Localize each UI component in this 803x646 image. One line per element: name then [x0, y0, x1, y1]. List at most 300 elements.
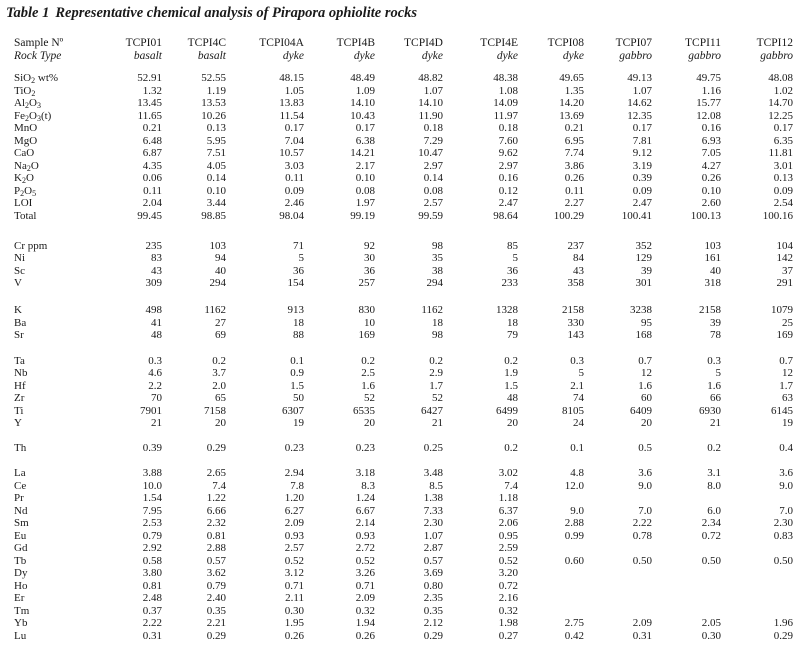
column-header — [337, 37, 375, 63]
column-header — [616, 37, 652, 63]
table-cell: 0.27 — [498, 630, 518, 642]
table-cell: 1079 — [771, 304, 793, 316]
table-cell: 94 — [215, 252, 226, 264]
row-label: Ce — [14, 480, 27, 492]
table-cell: 0.09 — [284, 185, 304, 197]
table-cell: 71 — [293, 240, 304, 252]
table-cell: 0.32 — [498, 605, 518, 617]
rock-type: dyke — [496, 50, 518, 62]
table-cell: 2.75 — [564, 617, 584, 629]
table-cell: 318 — [704, 277, 721, 289]
column-header — [404, 37, 443, 63]
table-cell: 99.45 — [137, 210, 162, 222]
table-cell: 39 — [641, 265, 652, 277]
table-number: Table 1 — [6, 5, 50, 21]
table-cell: 0.3 — [148, 355, 162, 367]
rocktype-label: Rock Type — [14, 50, 62, 62]
row-label: Tb — [14, 555, 27, 567]
table-cell: 129 — [635, 252, 652, 264]
table-cell: 63 — [782, 392, 793, 404]
table-cell: 2.11 — [285, 592, 304, 604]
table-cell: 2.57 — [423, 197, 443, 209]
table-cell: 36 — [364, 265, 375, 277]
table-cell: 0.13 — [206, 122, 226, 134]
row-label: Cr ppm — [14, 240, 48, 252]
table-cell: 3.48 — [423, 467, 443, 479]
table-cell: 6.0 — [707, 505, 721, 517]
table-cell: 4.6 — [148, 367, 162, 379]
table-cell: 9.0 — [570, 505, 584, 517]
column-header — [548, 37, 584, 63]
row-label: Ti — [14, 405, 24, 417]
table-cell: 98 — [432, 329, 443, 341]
table-cell: 1328 — [496, 304, 518, 316]
table-cell: 2.92 — [142, 542, 162, 554]
table-cell: 7.0 — [779, 505, 793, 517]
row-label: Yb — [14, 617, 28, 629]
table-cell: 154 — [287, 277, 304, 289]
table-cell: 0.50 — [701, 555, 721, 567]
table-cell: 9.0 — [638, 480, 652, 492]
table-cell: 13.83 — [279, 97, 304, 109]
table-cell: 3.03 — [284, 160, 304, 172]
table-cell: 0.7 — [779, 355, 793, 367]
table-cell: 14.70 — [768, 97, 793, 109]
table-cell: 103 — [704, 240, 721, 252]
table-cell: 7.29 — [423, 135, 443, 147]
table-cell: 2.48 — [142, 592, 162, 604]
table-cell: 3.69 — [423, 567, 443, 579]
row-label: TiO$_2$ — [14, 85, 36, 98]
table-cell: 1.19 — [206, 85, 226, 97]
table-cell: 0.93 — [355, 530, 375, 542]
table-cell: 2.54 — [773, 197, 793, 209]
row-label: Ba — [14, 317, 27, 329]
table-cell: 0.30 — [701, 630, 721, 642]
row-label: $Fe_2O_3(t)$ — [14, 110, 52, 123]
table-cell: 0.95 — [498, 530, 518, 542]
table-cell: 0.42 — [564, 630, 584, 642]
table-cell: 2.34 — [701, 517, 721, 529]
table-cell: 0.99 — [564, 530, 584, 542]
table-cell: 52 — [364, 392, 375, 404]
sample-id: TCPI01 — [125, 37, 162, 49]
table-cell: 4.27 — [701, 160, 721, 172]
table-cell: 6930 — [699, 405, 721, 417]
table-cell: 9.12 — [632, 147, 652, 159]
table-cell: 2.72 — [355, 542, 375, 554]
table-cell: 0.17 — [284, 122, 304, 134]
table-cell: 2.27 — [564, 197, 584, 209]
table-cell: 2.97 — [423, 160, 443, 172]
table-cell: 6307 — [282, 405, 304, 417]
table-cell: 1.54 — [142, 492, 162, 504]
table-cell: 4.35 — [142, 160, 162, 172]
table-cell: 2.05 — [701, 617, 721, 629]
table-cell: 70 — [151, 392, 162, 404]
table-cell: 0.29 — [206, 630, 226, 642]
table-cell: 2.59 — [498, 542, 518, 554]
table-cell: 100.13 — [690, 210, 721, 222]
table-cell: 0.93 — [284, 530, 304, 542]
table-cell: 6409 — [630, 405, 652, 417]
sample-id: TCPI4D — [404, 37, 443, 49]
table-cell: 294 — [426, 277, 443, 289]
table-cell: 7.0 — [638, 505, 652, 517]
table-cell: 14.09 — [493, 97, 518, 109]
row-label: $Na_2O$ — [14, 160, 39, 173]
table-cell: 1.07 — [423, 530, 443, 542]
table-cell: 0.4 — [779, 442, 793, 454]
rock-type: gabbro — [619, 50, 652, 62]
table-cell: 8105 — [562, 405, 584, 417]
table-cell: 3.6 — [779, 467, 793, 479]
table-cell: 0.17 — [632, 122, 652, 134]
table-cell: 0.26 — [284, 630, 304, 642]
table-cell: 1162 — [421, 304, 443, 316]
table-cell: 2.53 — [142, 517, 162, 529]
table-cell: 7.4 — [504, 480, 518, 492]
table-cell: 0.39 — [142, 442, 162, 454]
table-cell: 2.30 — [423, 517, 443, 529]
table-cell: 7.74 — [564, 147, 584, 159]
row-label: Ho — [14, 580, 28, 592]
table-cell: 66 — [710, 392, 721, 404]
table-cell: 142 — [776, 252, 793, 264]
row-label: SiO$_2$ wt% — [14, 72, 59, 85]
row-label: CaO — [14, 147, 35, 159]
table-cell: 98 — [432, 240, 443, 252]
table-cell: 6145 — [771, 405, 793, 417]
table-cell: 99.59 — [418, 210, 443, 222]
table-cell: 1.7 — [429, 380, 443, 392]
table-cell: 2.65 — [206, 467, 226, 479]
table-cell: 48.49 — [350, 72, 375, 84]
table-cell: 3.26 — [355, 567, 375, 579]
table-cell: 2.30 — [773, 517, 793, 529]
table-cell: 100.29 — [553, 210, 584, 222]
table-cell: 301 — [635, 277, 652, 289]
table-cell: 5 — [512, 252, 518, 264]
table-cell: 9.62 — [498, 147, 518, 159]
table-cell: 2.88 — [206, 542, 226, 554]
table-cell: 1.5 — [504, 380, 518, 392]
table-cell: 1.16 — [701, 85, 721, 97]
table-cell: 0.16 — [701, 122, 721, 134]
table-cell: 0.71 — [355, 580, 375, 592]
sample-id: TCPI04A — [259, 37, 304, 49]
table-cell: 0.79 — [142, 530, 162, 542]
table-cell: 52 — [432, 392, 443, 404]
row-label: K — [14, 304, 22, 316]
table-cell: 7.81 — [632, 135, 652, 147]
table-cell: 24 — [573, 417, 584, 429]
table-cell: 0.52 — [498, 555, 518, 567]
table-cell: 5.95 — [206, 135, 226, 147]
table-cell: 2.22 — [632, 517, 652, 529]
table-cell: 52.55 — [201, 72, 226, 84]
table-cell: 74 — [573, 392, 584, 404]
table-cell: 358 — [567, 277, 584, 289]
table-cell: 0.08 — [355, 185, 375, 197]
table-cell: 13.45 — [137, 97, 162, 109]
table-cell: 830 — [358, 304, 375, 316]
table-cell: 0.80 — [423, 580, 443, 592]
table-cell: 168 — [635, 329, 652, 341]
table-cell: 104 — [776, 240, 793, 252]
table-cell: 0.35 — [423, 605, 443, 617]
table-cell: 0.14 — [206, 172, 226, 184]
table-cell: 11.54 — [279, 110, 304, 122]
table-cell: 1.94 — [355, 617, 375, 629]
table-cell: 1.38 — [423, 492, 443, 504]
table-cell: 40 — [710, 265, 721, 277]
table-cell: 1.32 — [142, 85, 162, 97]
table-cell: 35 — [432, 252, 443, 264]
table-cell: 2.46 — [284, 197, 304, 209]
table-cell: 0.11 — [285, 172, 304, 184]
table-cell: 0.52 — [355, 555, 375, 567]
table-cell: 10.47 — [418, 147, 443, 159]
table-cell: 1162 — [204, 304, 226, 316]
table-cell: 0.10 — [355, 172, 375, 184]
table-cell: 2.09 — [284, 517, 304, 529]
table-cell: 7.60 — [498, 135, 518, 147]
sample-label: Sample Nº — [14, 37, 64, 49]
table-cell: 6.48 — [142, 135, 162, 147]
table-cell: 98.04 — [279, 210, 304, 222]
table-cell: 65 — [215, 392, 226, 404]
header-row-labels — [14, 37, 63, 63]
row-label: Lu — [14, 630, 27, 642]
table-cell: 3.86 — [564, 160, 584, 172]
table-cell: 11.97 — [493, 110, 518, 122]
table-cell: 14.10 — [350, 97, 375, 109]
row-label: Tm — [14, 605, 30, 617]
row-label: Ni — [14, 252, 25, 264]
table-cell: 0.71 — [284, 580, 304, 592]
row-label: Hf — [14, 380, 26, 392]
table-cell: 1.22 — [206, 492, 226, 504]
table-cell: 49.65 — [559, 72, 584, 84]
table-cell: 4.8 — [570, 467, 584, 479]
table-cell: 498 — [145, 304, 162, 316]
table-cell: 43 — [573, 265, 584, 277]
table-cell: 20 — [507, 417, 518, 429]
table-cell: 0.83 — [773, 530, 793, 542]
table-cell: 0.18 — [498, 122, 518, 134]
table-cell: 48 — [151, 329, 162, 341]
table-cell: 12 — [641, 367, 652, 379]
rock-type: dyke — [421, 50, 443, 62]
table-cell: 2.14 — [355, 517, 375, 529]
row-label: $K_2O$ — [14, 172, 34, 185]
row-label: MnO — [14, 122, 38, 134]
table-cell: 84 — [573, 252, 584, 264]
table-cell: 13.53 — [201, 97, 226, 109]
table-cell: 0.2 — [429, 355, 443, 367]
table-cell: 30 — [364, 252, 375, 264]
table-cell: 15.77 — [696, 97, 721, 109]
table-cell: 0.35 — [206, 605, 226, 617]
table-cell: 0.5 — [638, 442, 652, 454]
table-cell: 2.21 — [206, 617, 226, 629]
table-cell: 0.3 — [707, 355, 721, 367]
table-cell: 39 — [710, 317, 721, 329]
row-label: La — [14, 467, 26, 479]
table-cell: 1.09 — [355, 85, 375, 97]
table-cell: 7.04 — [284, 135, 304, 147]
row-label: Sm — [14, 517, 29, 529]
row-label: Total — [14, 210, 37, 222]
table-cell: 103 — [209, 240, 226, 252]
table-cell: 1.6 — [361, 380, 375, 392]
table-cell: 0.09 — [632, 185, 652, 197]
table-cell: 0.2 — [504, 442, 518, 454]
table-cell: 99.19 — [350, 210, 375, 222]
table-cell: 0.18 — [423, 122, 443, 134]
table-cell: 0.3 — [570, 355, 584, 367]
table-cell: 36 — [507, 265, 518, 277]
table-cell: 0.17 — [773, 122, 793, 134]
table-cell: 0.32 — [355, 605, 375, 617]
table-cell: 169 — [358, 329, 375, 341]
table-cell: 913 — [287, 304, 304, 316]
table-cell: 2.97 — [498, 160, 518, 172]
table-cell: 0.2 — [504, 355, 518, 367]
table-cell: 3.02 — [498, 467, 518, 479]
row-label: $Al_2O_3$ — [14, 97, 41, 110]
table-cell: 0.17 — [355, 122, 375, 134]
row-label: Pr — [14, 492, 24, 504]
table-cell: 8.3 — [361, 480, 375, 492]
table-cell: 2.35 — [423, 592, 443, 604]
table-cell: 13.69 — [559, 110, 584, 122]
table-cell: 27 — [215, 317, 226, 329]
sample-id: TCPI08 — [547, 37, 584, 49]
table-cell: 0.1 — [570, 442, 584, 454]
row-label: Y — [14, 417, 22, 429]
table-cell: 3.6 — [638, 467, 652, 479]
table-cell: 6.87 — [142, 147, 162, 159]
table-cell: 20 — [215, 417, 226, 429]
table-cell: 0.16 — [498, 172, 518, 184]
table-cell: 0.2 — [212, 355, 226, 367]
table-cell: 1.02 — [773, 85, 793, 97]
table-cell: 6.35 — [773, 135, 793, 147]
table-cell: 0.1 — [290, 355, 304, 367]
row-label: Th — [14, 442, 27, 454]
table-cell: 0.06 — [142, 172, 162, 184]
table-cell: 0.21 — [564, 122, 584, 134]
table-cell: 7901 — [140, 405, 162, 417]
table-cell: 10.0 — [142, 480, 162, 492]
table-cell: 12 — [782, 367, 793, 379]
table-cell: 5 — [298, 252, 304, 264]
table-cell: 2.09 — [355, 592, 375, 604]
column-header — [480, 37, 518, 63]
table-cell: 233 — [501, 277, 518, 289]
table-cell: 21 — [710, 417, 721, 429]
table-cell: 7.95 — [142, 505, 162, 517]
sample-id: TCPI07 — [615, 37, 652, 49]
table-cell: 0.9 — [290, 367, 304, 379]
table-cell: 20 — [364, 417, 375, 429]
table-cell: 50 — [293, 392, 304, 404]
table-cell: 0.10 — [701, 185, 721, 197]
table-cell: 0.23 — [355, 442, 375, 454]
table-cell: 0.11 — [143, 185, 162, 197]
table-cell: 12.0 — [564, 480, 584, 492]
table-cell: 0.2 — [707, 442, 721, 454]
table-cell: 7.05 — [701, 147, 721, 159]
table-cell: 49.75 — [696, 72, 721, 84]
table-cell: 0.10 — [206, 185, 226, 197]
table-cell: 0.29 — [773, 630, 793, 642]
table-cell: 3.12 — [284, 567, 304, 579]
table-cell: 2.04 — [142, 197, 162, 209]
row-label: Sr — [14, 329, 24, 341]
table-cell: 0.12 — [498, 185, 518, 197]
table-cell: 79 — [507, 329, 518, 341]
column-header — [259, 37, 304, 63]
table-cell: 0.08 — [423, 185, 443, 197]
table-cell: 14.20 — [559, 97, 584, 109]
table-cell: 1.24 — [355, 492, 375, 504]
table-cell: 7.4 — [212, 480, 226, 492]
row-label: Dy — [14, 567, 28, 579]
table-cell: 0.7 — [638, 355, 652, 367]
table-cell: 1.9 — [504, 367, 518, 379]
table-cell: 11.81 — [768, 147, 793, 159]
table-cell: 2.9 — [429, 367, 443, 379]
table-cell: 2158 — [562, 304, 584, 316]
table-cell: 2.60 — [701, 197, 721, 209]
table-cell: 2.1 — [570, 380, 584, 392]
table-cell: 1.7 — [779, 380, 793, 392]
table-cell: 2.12 — [423, 617, 443, 629]
sample-id: TCPI11 — [685, 37, 721, 49]
table-cell: 48.38 — [493, 72, 518, 84]
table-cell: 3.7 — [212, 367, 226, 379]
table-cell: 235 — [145, 240, 162, 252]
table-cell: 6.93 — [701, 135, 721, 147]
table-cell: 2.22 — [142, 617, 162, 629]
row-label: Gd — [14, 542, 28, 554]
table-cell: 9.0 — [779, 480, 793, 492]
column-header — [188, 37, 226, 63]
table-cell: 10 — [364, 317, 375, 329]
table-cell: 0.31 — [632, 630, 652, 642]
table-cell: 1.05 — [284, 85, 304, 97]
table-cell: 0.37 — [142, 605, 162, 617]
table-cell: 0.81 — [206, 530, 226, 542]
table-cell: 1.97 — [355, 197, 375, 209]
table-cell: 43 — [151, 265, 162, 277]
table-cell: 2.09 — [632, 617, 652, 629]
table-cell: 12.08 — [696, 110, 721, 122]
row-label: Nb — [14, 367, 28, 379]
rock-type: dyke — [353, 50, 375, 62]
table-cell: 6.38 — [355, 135, 375, 147]
table-cell: 3.88 — [142, 467, 162, 479]
table-cell: 0.57 — [206, 555, 226, 567]
table-cell: 1.18 — [498, 492, 518, 504]
table-cell: 1.20 — [284, 492, 304, 504]
table-cell: 1.07 — [423, 85, 443, 97]
table-cell: 0.13 — [773, 172, 793, 184]
table-cell: 291 — [776, 277, 793, 289]
